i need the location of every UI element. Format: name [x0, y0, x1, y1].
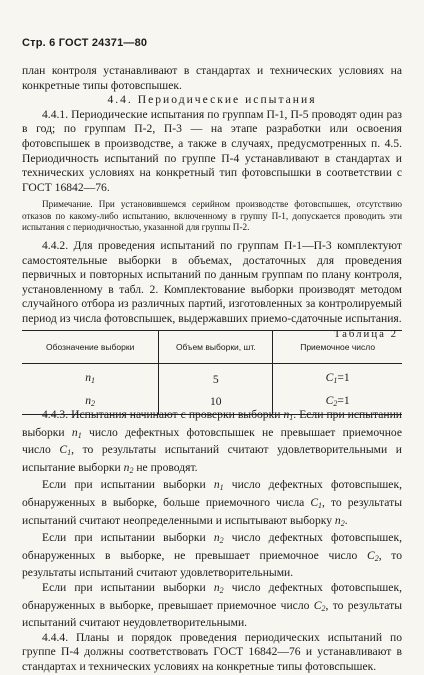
- paragraph-4-4-3-d: Если при испытании выборки $n_2$ число дефектных фотовспышек, обнаруженных в выборке, превышает приемочное число $C_2$, то результаты испытаний считают неудовлетворительными.: [22, 580, 402, 630]
- note-paragraph: Примечание. При установившемся серийном производстве фотовспышек, отсутствию отказов по какому-либо испытанию, включенному в группу П-1, допускается проводить эти испытания с периодичностью, указанной для группы П-2.: [22, 199, 402, 232]
- table-cell-size: 5: [159, 364, 273, 392]
- table-header-row: [22, 331, 402, 364]
- table-header-cell: Объем выборки, шт.: [159, 331, 273, 364]
- paragraph-4-4-2: 4.4.2. Для проведения испытаний по группам П-1—П-3 комплектуют самостоятельные выборки в объемах, достаточных для проведения первичных и повторных испытаний по данным группам по плану контроля, установленному в табл. 2. Комплектование выборки производят методом случайного отбора из различных партий, изготовленных за контролируемый период из числа фотовспышек, выдержавших приемо-сдаточные испытания.: [22, 238, 402, 325]
- table-header-cell: Обозначение выборки: [22, 331, 159, 364]
- table-row: [22, 364, 402, 392]
- paragraph-4-4-3-c: Если при испытании выборки $n_2$ число дефектных фотовспышек, обнаруженных в выборке, не превышает приемочное число $C_2$, то результаты испытаний считают удовлетворительными.: [22, 531, 402, 580]
- table-cell-acceptance: $C_2=1$: [273, 392, 402, 415]
- paragraph-4-4-3-b: Если при испытании выборки $n_1$ число дефектных фотовспышек, обнаруженных в выборке, больше приемочного числа $C_1$, то результаты испытаний считают неопределенными и испытывают выборку $n_2$.: [22, 478, 402, 528]
- table-caption: Таблица 2: [333, 327, 398, 340]
- table-cell-sample: $n_2$: [22, 392, 159, 415]
- table-cell-acceptance: $C_1=1$: [273, 364, 402, 392]
- table-cell-size: 10: [159, 392, 273, 415]
- text-block-bottom: [22, 408, 402, 675]
- text-block-top: [22, 64, 402, 341]
- sample-plan-table: [22, 330, 402, 415]
- paragraph-4-4-4: 4.4.4. Планы и порядок проведения периодических испытаний по группе П-4 должны соответствовать ГОСТ 16842—76 и устанавливают в стандартах и технических условиях на конкретные типы фотовспышек.: [22, 630, 402, 673]
- table-header-cell: Приемочное число: [273, 331, 402, 364]
- paragraph-4-4-3: 4.4.3. Испытания начинают с проверки выборки $n_1$. Если при испытании выборки $n_1$ число дефектных фотовспышек не превышает приемочное число $C_1$, то результаты испытаний считают удовлетворительными и испытание выборки $n_2$ не проводят.: [22, 408, 402, 475]
- table-cell-sample: $n_1$: [85, 371, 96, 385]
- page-header: Стр. 6 ГОСТ 24371—80: [22, 37, 148, 49]
- paragraph-intro: план контроля устанавливают в стандартах и технических условиях на конкретные типы фотовспышек.: [22, 64, 402, 92]
- paragraph-4-4-1: 4.4.1. Периодические испытания по группам П-1, П-5 проводят один раз в год; по группам П-2, П-3 — на этапе разработки или освоения фотовспышек в производстве, а также в случаях, предусмотренных п. 4.5. Периодичность испытаний по группе П-4 устанавливают в стандартах и технических условиях на конкретный тип фотовспышки в соответствии с ГОСТ 16842—76.: [22, 107, 402, 194]
- section-title: 4.4. Периодические испытания: [107, 93, 317, 107]
